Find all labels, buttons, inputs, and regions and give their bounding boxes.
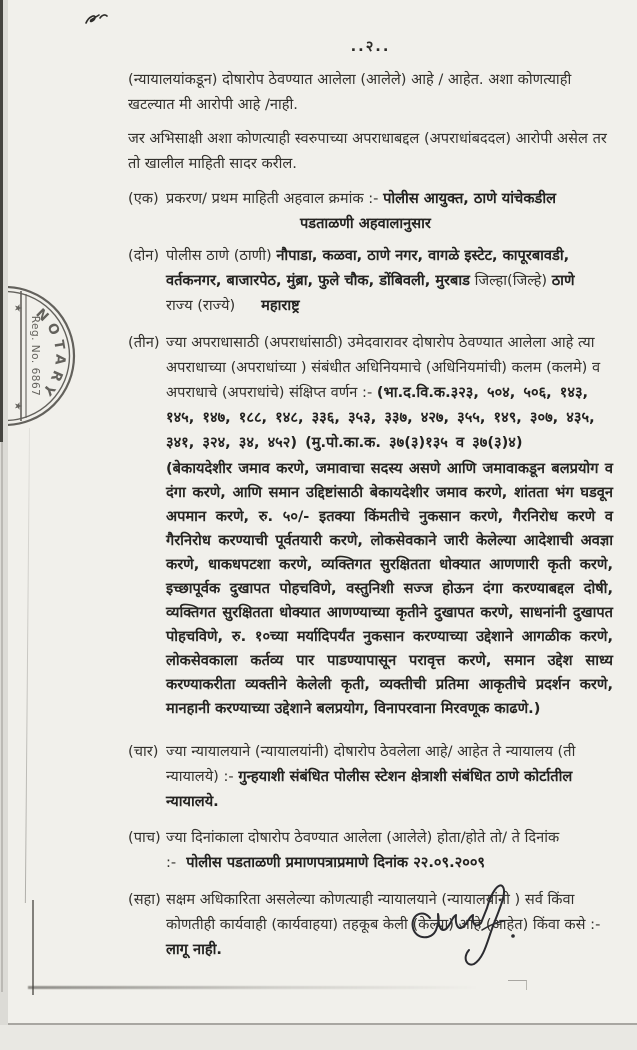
item-saha-value: लागू नाही. <box>166 941 222 958</box>
item-don-district: ठाणे <box>551 272 575 289</box>
scanned-page <box>8 0 637 1025</box>
signature-mark <box>400 878 530 978</box>
item-don <box>128 243 613 318</box>
item-don-state-line <box>166 293 613 318</box>
intro-paragraph-2: जर अभिसाक्षी अशा कोणत्याही स्वरुपाच्या अपराधाबद्दल (अपराधांबददल) आरोपी असेल तर तो खालील माहिती सादर करील. <box>128 130 607 172</box>
page-number: ..२.. <box>350 38 391 55</box>
item-ek-value-line1: पोलीस आयुक्त, ठाणे यांचेकडील <box>383 190 557 207</box>
item-teen <box>128 330 613 721</box>
item-pach <box>128 825 613 875</box>
item-don-label: (दोन) <box>128 247 160 264</box>
scan-corner-mark <box>508 980 527 990</box>
stamp-reg-number: Reg. No. 6867 <box>29 315 41 397</box>
item-pach-value: पोलीस पडताळणी प्रमाणपत्राप्रमाणे दिनांक २२.०९.२००९ <box>186 854 486 871</box>
item-saha <box>128 887 613 962</box>
intro-paragraph-1: (न्यायालयांकडून) दोषारोप ठेवण्यात आलेला (आलेले) आहे / आहेत. अशा कोणत्याही खटल्यात मी आरोपी आहे /नाही. <box>128 71 572 113</box>
item-ek-lead: प्रकरण/ प्रथम माहिती अहवाल क्रमांक :- <box>166 190 379 207</box>
item-char <box>128 739 613 814</box>
stamp-star-top: ★ <box>12 303 23 313</box>
item-teen-lead: ज्या अपराधासाठी (अपराधांसाठी) उमेदवारावर दोषारोप ठेवण्यात आलेला आहे त्या अपराधाच्या (अपराधांच्या ) संबंधीत अधिनियमाचे (अधिनियमांची) कलम (कलमे) व अपराधाचे (अपराधांचे) संक्षिप्त वर्णन :- <box>166 334 601 401</box>
item-ek <box>128 186 613 236</box>
item-pach-value-prefix: :- <box>166 854 177 871</box>
item-pach-lead: ज्या दिनांकाला दोषारोप ठेवण्यात आलेला (आलेले) होता/होते तो/ ते दिनांक <box>166 829 560 846</box>
item-don-lead: पोलीस ठाणे (ठाणी) <box>166 247 272 264</box>
item-pach-value-line <box>166 850 613 875</box>
scan-smudge-line <box>28 986 478 989</box>
scan-background-strip <box>0 1025 637 1050</box>
item-pach-label: (पाच) <box>128 829 161 846</box>
scan-left-edge-faint <box>1 442 3 992</box>
stamp-star-bottom: ★ <box>12 401 23 411</box>
item-saha-lead: सक्षम अधिकारिता असलेल्या कोणत्याही न्यायालयाने (न्यायालयांनी ) सर्व किंवा कोणतीही कार्यवाही (कार्यवाहया) तहकूब केली (केल्या) आहे (आहेत) किंवा कसे :- <box>166 891 601 933</box>
scan-left-edge <box>0 0 3 442</box>
item-char-value: गुन्हयाशी संबंधित पोलीस स्टेशन क्षेत्राशी संबंधित ठाणे कोर्टातील न्यायालये. <box>166 768 573 810</box>
item-ek-value-line2: पडताळणी अहवालानुसार <box>300 215 431 232</box>
item-char-label: (चार) <box>128 743 159 760</box>
item-teen-description: (बेकायदेशीर जमाव करणे, जमावाचा सदस्य असणे आणि जमावाकडून बलप्रयोग व दंगा करणे, आणि समान उद्दिष्टांसाठी बेकायदेशीर जमाव करणे, शांतता भंग घडवून अपमान करणे, रु. ५०/- इतक्या किंमतीचे नुकसान करणे, गैरनिरोध करणे व गैरनिरोध करण्याची पूर्वतयारी करणे, लोकसेवकाने जारी केलेल्या आदेशाची अवज्ञा करणे, धाकधपटशा करणे, व्यक्तिगत सुरक्षितता धोक्यात आणणारी कृती करणे, इच्छापूर्वक दुखापत पोहचविणे, वस्तुनिशी सज्ज होऊन दंगा करण्याबद्दल दोषी, व्यक्तिगत सुरक्षितता धोक्यात आणण्याच्या कृतीने दुखापत करणे, साधनांनी दुखापत पोहचविणे, रु. १०च्या मर्यादिपर्यंत नुकसान करण्याच्या उद्देशाने आगळीक करणे, लोकसेवकाला कर्तव्य पार पाडण्यापासून परावृत्त करणे, समान उद्देश साध्य करण्याकरीता व्यक्तीने केलेली कृती, व्यक्तीची प्रतिमा आकृतीचे प्रदर्शन करणे, मानहानी करण्याच्या उद्देशाने बलप्रयोग, विनापरवाना मिरवणूक काढणे.) <box>166 460 613 717</box>
item-teen-sections: (भा.द.वि.क.३२३, ५०४, ५०६, १४३, १४५, १४७, १८८, १४८, ३३६, ३५३, ३३७, ४२७, ३५५, १४९, ३०७, ४३५, ३४१, ३२४, ३४, ४५२) (मु.पो.का.क. ३७(३)१३५ व ३७(३)४) <box>166 384 595 451</box>
item-don-state: महाराष्ट्र <box>261 297 300 314</box>
item-ek-label: (एक) <box>128 190 159 207</box>
item-don-state-label: राज्य (राज्ये) <box>166 297 236 314</box>
item-teen-label: (तीन) <box>128 334 160 351</box>
stamp-notary-arc-text: NOTARY <box>32 305 69 403</box>
item-don-stations: नौपाडा, कळवा, ठाणे नगर, वागळे इस्टेट, कापूरबावडी, वर्तकनगर, बाजारपेठ, मुंब्रा, फुले चौक, डोंबिवली, मुरबाड <box>166 247 570 289</box>
item-saha-label: (सहा) <box>128 891 161 908</box>
item-char-lead: ज्या न्यायालयाने (न्यायालयांनी) दोषारोप ठेवलेला आहे/ आहेत ते न्यायालय (ती न्यायालये) :- <box>166 743 576 785</box>
document-body <box>8 0 637 962</box>
item-don-district-label: जिल्हा(जिल्हे) <box>474 272 548 289</box>
paper-crease-line-dark <box>32 900 34 995</box>
